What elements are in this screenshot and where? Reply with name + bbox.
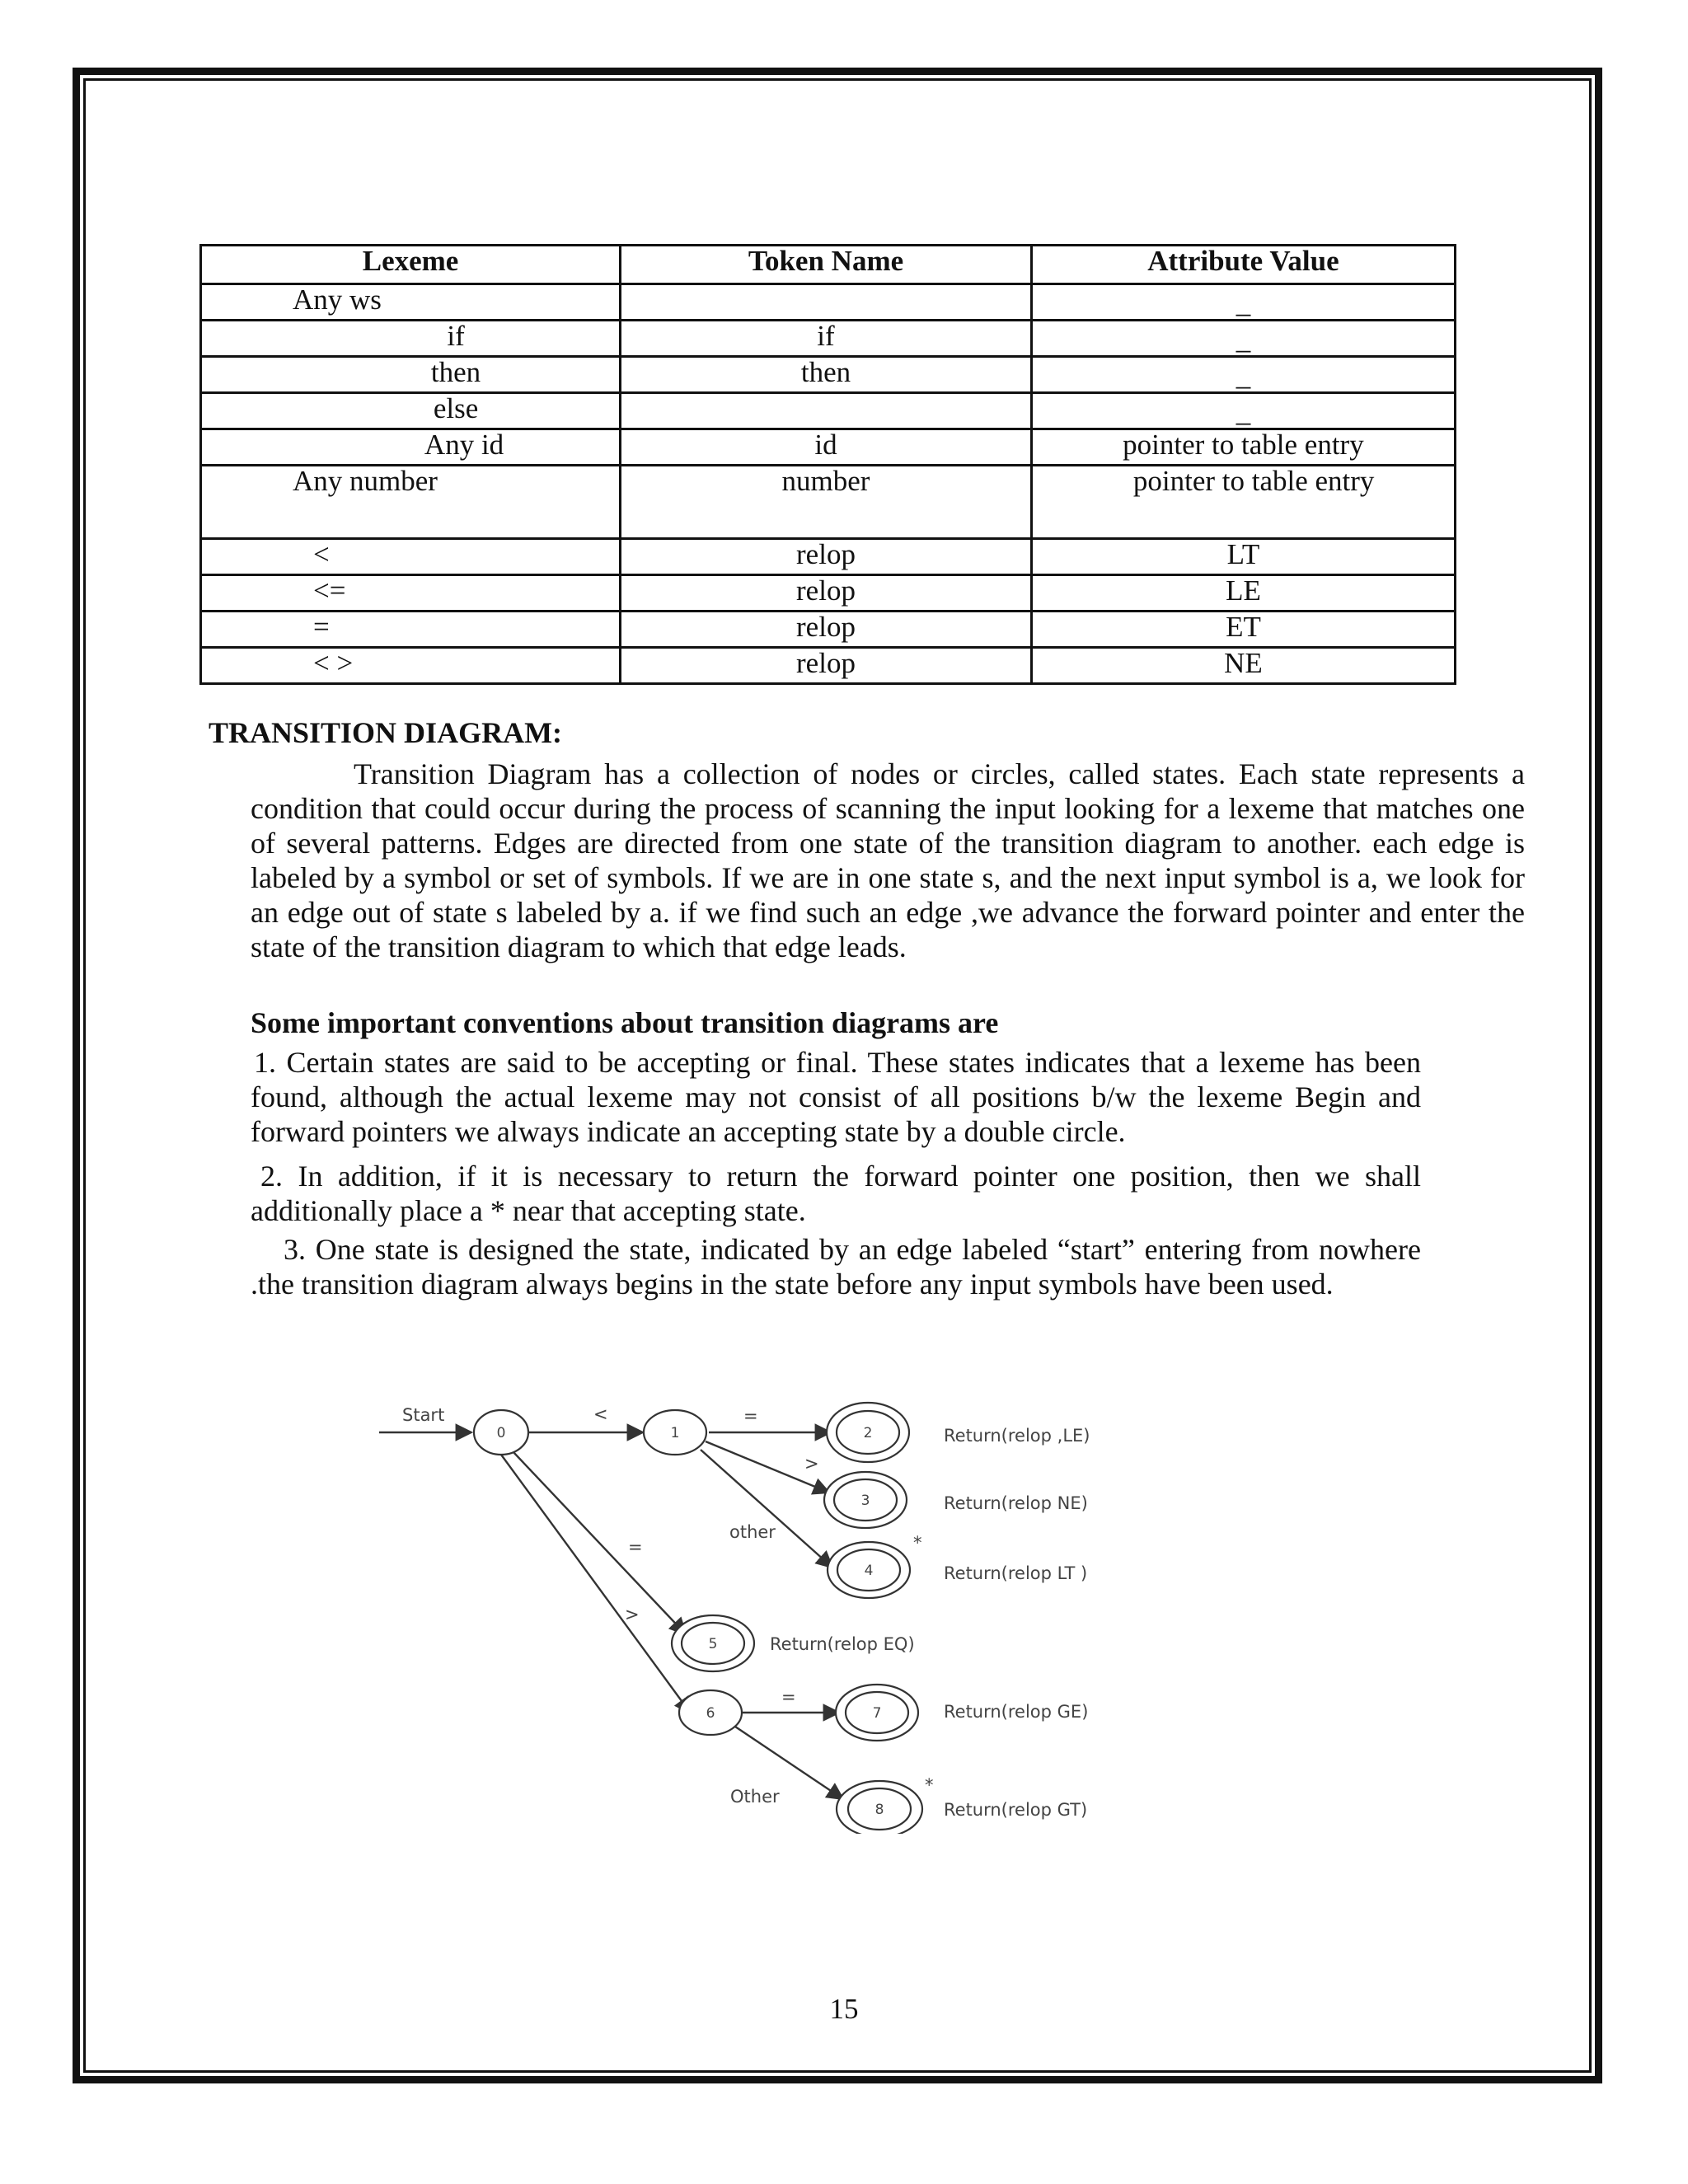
token-cell: then [621,357,1032,393]
attribute-cell: pointer to table entry [1031,466,1455,539]
convention-item-2: 2. In addition, if it is necessary to return the forward pointer one position, then we shall additionally place a * near that accepting state. [251,1160,1421,1227]
lexeme-cell: = [201,612,621,648]
token-cell: relop [621,575,1032,612]
table-row [201,575,1456,612]
lexeme-cell: < [201,539,621,575]
attribute-cell: ET [1031,612,1455,648]
state-8-label: 8 [874,1802,884,1818]
edge-0-6 [501,1455,691,1713]
state-7-label: 7 [872,1705,882,1722]
attribute-cell: NE [1031,648,1455,684]
token-cell: relop [621,612,1032,648]
intro-paragraph-text: Transition Diagram has a collection of nodes or circles, called states. Each state represents a condition that could occur during the process of scanning the input looking for a lexeme that matches one of several patterns. Edges are directed from one state of the transition diagram to another. each edge is labeled by a symbol or set of symbols. If we are in one state s, and the next input symbol is a, we look for an edge out of state s labeled by a. if we find such an edge ,we advance the forward pointer and enter the state of the transition diagram to which that edge leads. [251,757,1525,963]
attribute-cell: LT [1031,539,1455,575]
edge-6-8-label: Other [730,1787,780,1807]
edge-0-5 [513,1451,686,1634]
attribute-cell [1031,321,1455,357]
table-row [201,429,1456,466]
start-label: Start [402,1405,445,1425]
table-row [201,612,1456,648]
token-cell: if [621,321,1032,357]
token-cell [621,284,1032,321]
conventions-heading: Some important conventions about transition diagrams are [251,1006,999,1039]
token-cell: relop [621,648,1032,684]
attribute-cell: LE [1031,575,1455,612]
attribute-cell [1031,284,1455,321]
return-state-7: Return(relop GE) [944,1702,1089,1722]
table-row [201,466,1456,539]
page-number: 15 [829,1993,859,2025]
table-row [201,648,1456,684]
state-4-star: * [913,1533,922,1553]
attribute-dash: _ [1236,287,1251,319]
table-header-row [201,246,1456,284]
return-state-4: Return(relop LT ) [944,1563,1088,1583]
state-1-label: 1 [670,1425,680,1441]
edge-0-5-label: = [628,1537,643,1557]
table-row [201,321,1456,357]
lexeme-cell: if [201,321,621,357]
table-row [201,539,1456,575]
token-cell: id [621,429,1032,466]
lexeme-token-table [199,244,1456,685]
return-state-2: Return(relop ,LE) [944,1426,1090,1446]
lexeme-cell: Any ws [201,284,621,321]
lexeme-cell: Any id [201,429,621,466]
edge-1-3-label: > [804,1454,819,1474]
lexeme-cell: <= [201,575,621,612]
lexeme-cell: else [201,393,621,429]
section-heading: TRANSITION DIAGRAM: [209,716,563,749]
column-header-attribute-value: Attribute Value [1031,246,1455,284]
attribute-cell [1031,357,1455,393]
edge-0-6-label: > [625,1605,640,1624]
state-8-star: * [925,1775,934,1795]
transition-diagram [363,1372,1146,1834]
edge-0-1-label: < [593,1404,608,1424]
edge-1-4-label: other [729,1522,776,1542]
convention-item-3: 3. One state is designed the state, indicated by an edge labeled “start” entering from nowhere .the transition diagram always begins in the state before any input symbols have been used. [251,1233,1421,1301]
column-header-lexeme: Lexeme [201,246,621,284]
edge-6-7-label: = [781,1687,796,1707]
state-5-label: 5 [708,1636,718,1652]
lexeme-cell: < > [201,648,621,684]
state-0-label: 0 [496,1425,506,1441]
return-state-5: Return(relop EQ) [770,1634,915,1654]
token-cell [621,393,1032,429]
return-state-3: Return(relop NE) [944,1493,1088,1513]
table-row [201,284,1456,321]
state-6-label: 6 [706,1705,715,1722]
intro-paragraph [251,757,1525,964]
token-cell: relop [621,539,1032,575]
edge-1-2-label: = [743,1406,758,1426]
token-cell: number [621,466,1032,539]
attribute-dash: _ [1236,323,1251,355]
attribute-dash: _ [1236,359,1251,391]
state-2-label: 2 [863,1425,873,1441]
attribute-cell [1031,393,1455,429]
attribute-dash: _ [1236,396,1251,428]
lexeme-cell: Any number [201,466,621,539]
return-state-8: Return(relop GT) [944,1800,1088,1820]
attribute-cell: pointer to table entry [1031,429,1455,466]
table-row [201,357,1456,393]
state-3-label: 3 [860,1493,870,1509]
table-row [201,393,1456,429]
lexeme-cell: then [201,357,621,393]
column-header-token-name: Token Name [621,246,1032,284]
state-4-label: 4 [864,1563,874,1579]
convention-item-1: 1. Certain states are said to be accepting or final. These states indicates that a lexeme has been found, although the actual lexeme may not consist of all positions b/w the lexeme Begin and forward pointers we always indicate an accepting state by a double circle. [251,1046,1421,1148]
